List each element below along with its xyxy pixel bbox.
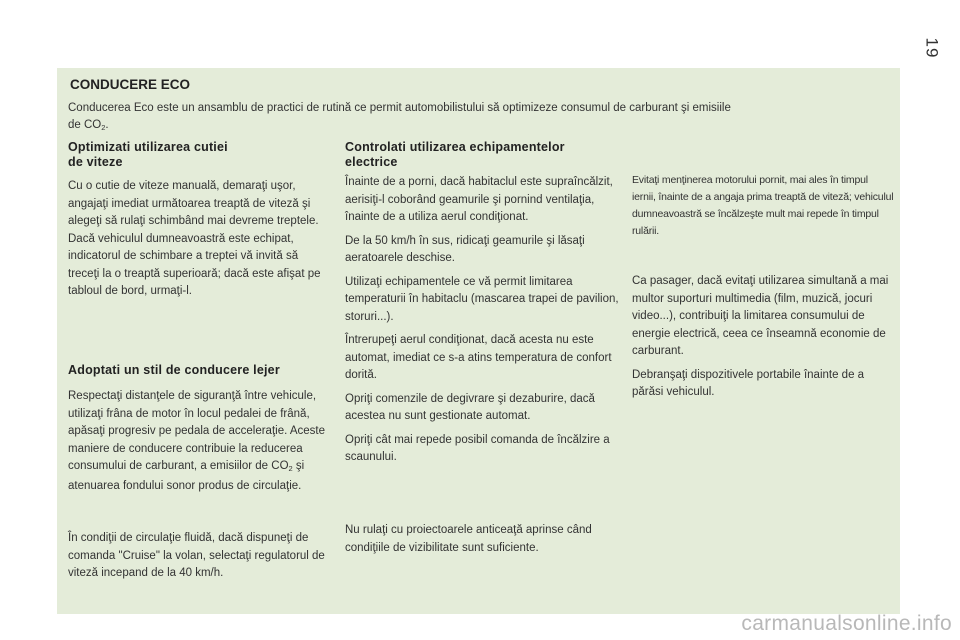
intro-text-tail: . [105, 119, 109, 131]
gearbox-paragraph: Cu o cutie de viteze manuală, demaraţi uşor, angajaţi imediat următoarea treaptă de viteză şi alegeţi să rulaţi schimbând mai devreme treptele. Dacă vehiculul dumneavoastră este echipat, indicatorul de schimbare a treptei vă invită să treceţi la o treaptă superioară; dacă este afişat pe tabloul de bord, urmaţi-l. [68, 180, 321, 297]
intro-subscript: 2 [101, 123, 106, 132]
watermark: carmanualsonline.info [741, 612, 952, 635]
gearbox-block [68, 140, 330, 307]
gearbox-title [68, 140, 330, 170]
unplug-paragraph: Debranşaţi dispozitivele portabile înainte de a părăsi vehiculul. [632, 368, 865, 398]
driving-style-paragraph [68, 388, 330, 495]
section-title: CONDUCERE ECO [70, 77, 191, 92]
engine-note: Evitaţi menţinerea motorului pornit, mai ales în timpul iernii, înainte de a angaja prima treaptă de viteză; vehiculul dumneavoastră se încălzeşte mult mai repede în timpul rulării. [632, 174, 894, 237]
cruise-block [68, 530, 330, 589]
passenger-block [632, 273, 894, 408]
electrical-paragraph: Întrerupeţi aerul condiţionat, dacă acesta nu este automat, imediat ce s-a atins temperatura de confort dorită. [345, 334, 612, 381]
electrical-block [345, 140, 620, 473]
electrical-paragraph: Opriţi cât mai repede posibil comanda de încălzire a scaunului. [345, 433, 610, 463]
electrical-paragraph: De la 50 km/h în sus, ridicaţi geamurile şi lăsaţi aeratoarele deschise. [345, 234, 585, 264]
intro-text: Conducerea Eco este un ansamblu de practici de rutină ce permit automobilistului să optimizeze consumul de carburant şi emisiile [68, 102, 731, 114]
fog-lights-block [345, 522, 615, 563]
engine-note-block [632, 172, 894, 246]
co2-subscript: 2 [288, 464, 293, 473]
electrical-title-line2: electrice [345, 155, 398, 169]
driving-style-block [68, 363, 330, 501]
driving-style-title: Adoptati un stil de conducere lejer [68, 363, 280, 377]
driving-style-text: Respectaţi distanţele de siguranţă între vehicule, utilizaţi frâna de motor în locul pedalei de frână, apăsaţi progresiv pe pedala de acceleraţie. Aceste maniere de conducere contribuie la reducerea consumului de carburant, a emisiilor de CO [68, 390, 325, 472]
fog-lights-paragraph: Nu rulaţi cu proiectoarele anticeaţă aprinse când condiţiile de vizibilitate sunt suficiente. [345, 524, 592, 554]
electrical-paragraph: Opriţi comenzile de degivrare şi dezaburire, dacă acestea nu sunt gestionate automat. [345, 392, 595, 422]
electrical-paragraph: Înainte de a porni, dacă habitaclul este supraîncălzit, aerisiţi-l coborând geamurile şi pornind ventilaţia, înainte de a utiliza aerul condiţionat. [345, 176, 613, 223]
intro-text-end: de CO [68, 119, 102, 131]
gearbox-title-line2: de viteze [68, 155, 123, 169]
electrical-paragraph: Utilizaţi echipamentele ce vă permit limitarea temperaturii în habitaclu (mascarea trapei de pavilion, storuri...). [345, 275, 619, 323]
page-number: 19 [922, 37, 942, 59]
passenger-paragraph: Ca pasager, dacă evitaţi utilizarea simultană a mai multor suporturi multimedia (film, muzică, jocuri video...), contribuiţi la limitarea consumului de energie electrică, ceea ce înseamnă economie de carburant. [632, 275, 889, 357]
cruise-paragraph: În condiţii de circulaţie fluidă, dacă dispuneţi de comanda "Cruise" la volan, selectaţi regulatorul de viteză incepand de la 40 km/h. [68, 532, 325, 579]
electrical-title-line1: Controlati utilizarea echipamentelor [345, 140, 565, 154]
electrical-title [345, 140, 620, 170]
section-intro [68, 100, 868, 136]
driving-style-text-tail: şi atenuarea fondului sonor produs de circulaţie. [68, 460, 305, 492]
gearbox-title-line1: Optimizati utilizarea cutiei [68, 140, 228, 154]
